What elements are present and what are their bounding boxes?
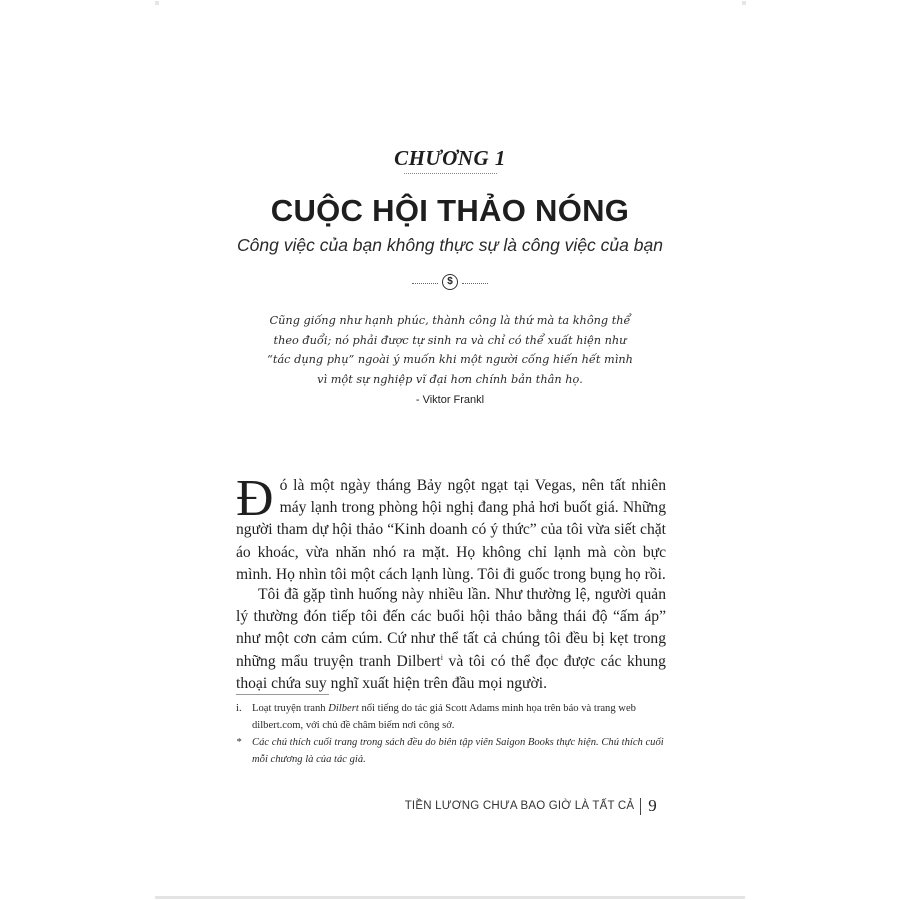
epigraph-quote: Cũng giống như hạnh phúc, thành công là thứ mà ta không thể theo đuổi; nó phải được tự sinh ra và chỉ có thể xuất hiện như “tác dụng phụ” ngoài ý muốn khi một người cống hiến hết mình vì một sự nghiệp vĩ đại hơn chính bản thân họ. (267, 314, 633, 386)
page-edge-marker-left (155, 1, 159, 5)
epigraph-author: - Viktor Frankl (415, 394, 485, 406)
body-paragraph-2 (236, 584, 666, 695)
footnote-marker: i. (236, 703, 242, 714)
footer-separator (640, 798, 641, 815)
footnote-marker: * (236, 737, 242, 748)
footnote-text (252, 700, 666, 734)
footnote-text: Các chú thích cuối trang trong sách đều do biên tập viên Saigon Books thực hiện. Chú thích cuối mỗi chương là của tác giả. (252, 737, 664, 765)
chapter-title: CUỘC HỘI THẢO NÓNG (270, 193, 630, 228)
drop-cap: Đ (236, 470, 274, 527)
footnote-emphasis: Dilbert (328, 703, 359, 714)
chapter-subtitle: Công việc của bạn không thực sự là công việc của bạn (237, 235, 663, 255)
footnote-reference[interactable]: i (440, 652, 443, 662)
page-number: 9 (648, 796, 657, 815)
footnote-divider (236, 694, 329, 695)
footnote-text-part: nổi tiếng do tác giả Scott Adams minh họa trên báo và trang web dilbert.com, với chủ đề châm biếm nơi công sở. (252, 703, 636, 731)
footnote-text-part: Loạt truyện tranh (252, 703, 329, 714)
dollar-coin-icon: $ (442, 274, 458, 290)
ornament-dots-right (462, 283, 488, 284)
paragraph-text: ó là một ngày tháng Bảy ngột ngạt tại Vegas, nên tất nhiên máy lạnh trong phòng hội nghị đang phả hơi buốt giá. Những người tham dự hội thảo “Kinh doanh có ý thức” của tôi vừa siết chặt áo khoác, vừa nhăn nhó ra mặt. Họ không chỉ lạnh mà còn bực mình. Họ nhìn tôi một cách lạnh lùng. Tôi đi guốc trong bụng họ rồi. (236, 477, 666, 583)
running-footer (405, 796, 657, 816)
running-title: TIỀN LƯƠNG CHƯA BAO GIỜ LÀ TẤT CẢ (404, 800, 635, 812)
footnote-asterisk (236, 734, 666, 768)
page-bottom-edge (155, 896, 745, 899)
chapter-label: CHƯƠNG 1 (394, 146, 506, 170)
body-paragraph-1 (236, 470, 666, 586)
chapter-label-underline (404, 173, 497, 174)
ornament-dots-left (412, 283, 438, 284)
paragraph-text: Tôi đã gặp tình huống này nhiều lần. Như thường lệ, người quản lý thường đón tiếp tôi đến các buổi hội thảo bằng thái độ “ấm áp” như một cơn cảm cúm. Cứ như thể tất cả chúng tôi đều bị kẹt trong những mẩu truyện tranh Dilbert (236, 586, 666, 670)
page-edge-marker-right (742, 1, 746, 5)
chapter-ornament (412, 274, 488, 292)
paragraph-text: và tôi có thể đọc được các khung thoại chứa suy nghĩ xuất hiện trên đầu mọi người. (236, 652, 666, 692)
footnote-i (236, 700, 666, 734)
